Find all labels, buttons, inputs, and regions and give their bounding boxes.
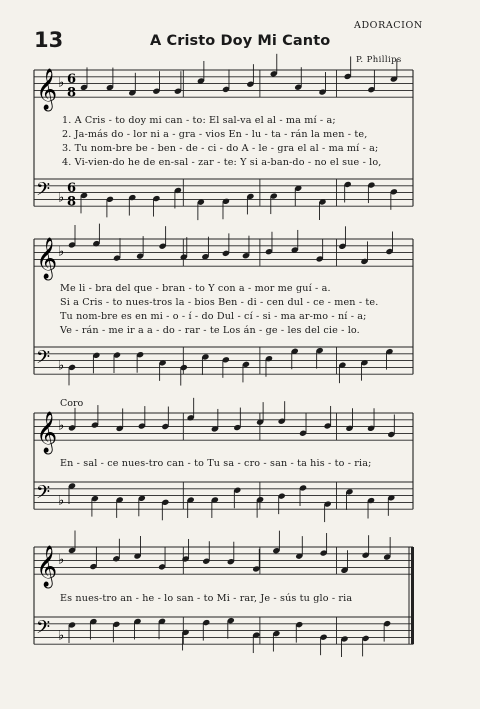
key-flat-icon: ♭ xyxy=(58,244,65,260)
treble-clef-icon: 𝄞 xyxy=(36,546,58,588)
key-flat-icon: ♭ xyxy=(58,493,65,509)
key-flat-icon: ♭ xyxy=(58,418,65,434)
treble-clef-icon: 𝄞 xyxy=(36,412,58,454)
time-signature: 6 xyxy=(67,71,77,87)
verse-line-1a: 1. A Cris - to doy mi can - to: El sal-va el al - ma mí - a; xyxy=(62,115,336,126)
chorus-line-1: En - sal - ce nues-tro can - to Tu sa - cro - san - ta his - to - ria; xyxy=(60,458,372,469)
time-signature: 8 xyxy=(67,194,77,210)
verse-line-2a: 2. Ja-más do - lor ni a - gra - vios En - lu - ta - rán la men - te, xyxy=(62,129,368,140)
hymn-category: ADORACION xyxy=(354,20,423,31)
time-signature: 6 xyxy=(67,180,77,196)
chorus-line-2: Es nues-tro an - he - lo san - to Mi - rar, Je - sús tu glo - ria xyxy=(60,593,353,604)
bass-clef-icon: 𝄢 xyxy=(36,179,51,205)
verse-line-4b: Ve - rán - me ir a a - do - rar - te Los án - ge - les del cie - lo. xyxy=(60,325,360,336)
verse-line-3a: 3. Tu nom-bre be - ben - de - ci - do A - le - gra el al - ma mí - a; xyxy=(62,143,379,154)
treble-clef-icon: 𝄞 xyxy=(36,69,58,111)
hymn-number: 13 xyxy=(34,28,64,52)
verse-line-2b: Si a Cris - to nues-tros la - bios Ben - di - cen dul - ce - men - te. xyxy=(60,297,379,308)
verse-line-3b: Tu nom-bre es en mi - o - í - do Dul - cí - si - ma ar-mo - ní - a; xyxy=(60,311,367,322)
time-signature: 8 xyxy=(67,85,77,101)
key-flat-icon: ♭ xyxy=(58,552,65,568)
verse-line-1b: Me li - bra del que - bran - to Y con a - mor me guí - a. xyxy=(60,283,331,294)
bass-clef-icon: 𝄢 xyxy=(36,617,51,643)
final-barline xyxy=(411,547,414,644)
bass-clef-icon: 𝄢 xyxy=(36,347,51,373)
hymn-title: A Cristo Doy Mi Canto xyxy=(150,33,331,49)
bass-clef-icon: 𝄢 xyxy=(36,482,51,508)
key-flat-icon: ♭ xyxy=(58,190,65,206)
verse-line-4a: 4. Vi-vien-do he de en-sal - zar - te: Y si a-ban-do - no el sue - lo, xyxy=(62,157,382,168)
key-flat-icon: ♭ xyxy=(58,358,65,374)
hymn-author: P. Phillips xyxy=(356,55,402,65)
key-flat-icon: ♭ xyxy=(58,628,65,644)
chorus-label: Coro xyxy=(60,398,84,409)
treble-clef-icon: 𝄞 xyxy=(36,238,58,280)
key-flat-icon: ♭ xyxy=(58,75,65,91)
